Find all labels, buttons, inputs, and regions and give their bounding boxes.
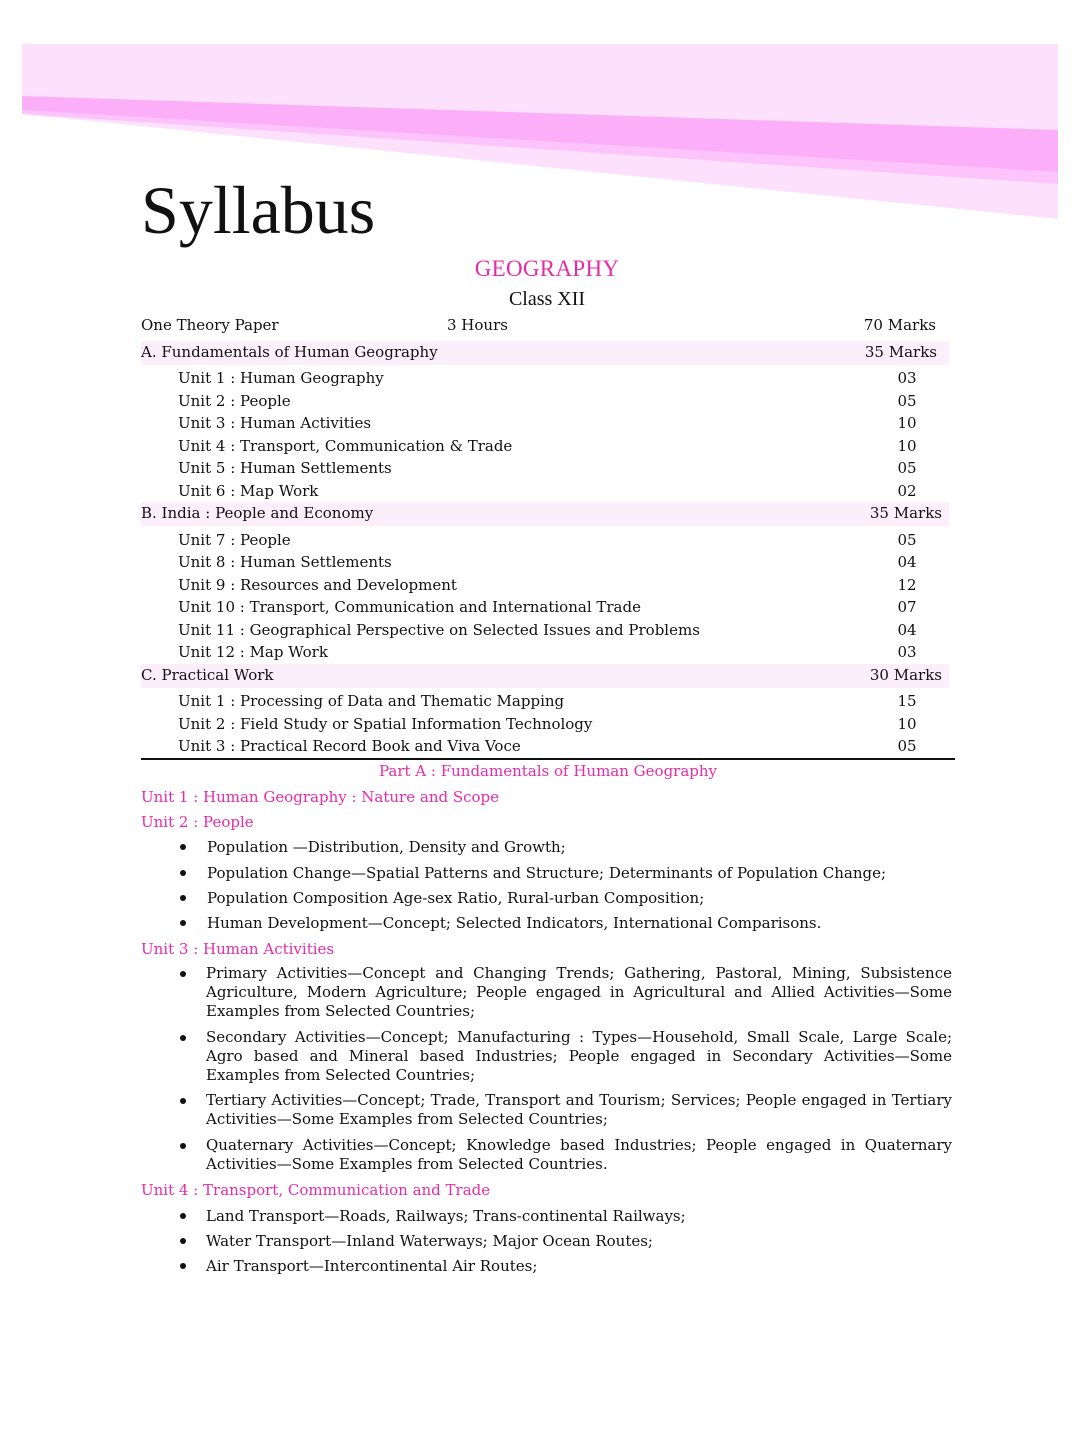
list-item: Population —Distribution, Density and Growth; — [207, 838, 566, 856]
bullet-icon — [180, 844, 186, 850]
unit-name: Unit 10 : Transport, Communication and International Trade — [178, 598, 641, 616]
paper-label: One Theory Paper — [141, 316, 279, 334]
section-heading: C. Practical Work — [141, 666, 274, 684]
unit-marks: 07 — [897, 598, 917, 616]
unit-marks: 05 — [897, 392, 917, 410]
unit-marks: 05 — [897, 737, 917, 755]
unit-name: Unit 1 : Human Geography — [178, 369, 384, 387]
unit-heading: Unit 2 : People — [141, 813, 254, 831]
section-marks: 35 Marks — [869, 504, 942, 522]
unit-marks: 15 — [897, 692, 917, 710]
list-item: Population Change—Spatial Patterns and Structure; Determinants of Population Change; — [207, 864, 887, 882]
subject-heading: GEOGRAPHY — [474, 256, 620, 281]
unit-marks: 04 — [897, 553, 917, 571]
bullet-icon — [180, 1143, 186, 1149]
unit-name: Unit 5 : Human Settlements — [178, 459, 392, 477]
list-item: Population Composition Age-sex Ratio, Rural-urban Composition; — [207, 889, 705, 907]
unit-name: Unit 2 : People — [178, 392, 291, 410]
unit-name: Unit 8 : Human Settlements — [178, 553, 392, 571]
list-item: Human Development—Concept; Selected Indicators, International Comparisons. — [207, 914, 822, 932]
list-item: Primary Activities—Concept and Changing Trends; Gathering, Pastoral, Mining, Subsistence Agriculture, Modern Agriculture; People engaged in Agricultural and Allied Activities—Some Examples from Selected Countries; — [206, 964, 952, 1020]
unit-marks: 04 — [897, 621, 917, 639]
unit-marks: 12 — [897, 576, 917, 594]
unit-heading: Unit 1 : Human Geography : Nature and Scope — [141, 788, 500, 806]
bullet-icon — [180, 971, 186, 977]
bullet-icon — [180, 1098, 186, 1104]
part-a-heading: Part A : Fundamentals of Human Geography — [378, 762, 718, 780]
unit-marks: 05 — [897, 531, 917, 549]
unit-name: Unit 9 : Resources and Development — [178, 576, 457, 594]
unit-name: Unit 3 : Practical Record Book and Viva Voce — [178, 737, 521, 755]
unit-name: Unit 2 : Field Study or Spatial Information Technology — [178, 715, 593, 733]
unit-marks: 10 — [897, 715, 917, 733]
list-item: Secondary Activities—Concept; Manufacturing : Types—Household, Small Scale, Large Scale; Agro based and Mineral based Industries; People engaged in Secondary Activities—Some Examples from Selected Countries; — [206, 1028, 952, 1084]
section-heading: B. India : People and Economy — [141, 504, 374, 522]
paper-marks: 70 Marks — [863, 316, 936, 334]
section-marks: 35 Marks — [864, 343, 937, 361]
bullet-icon — [180, 1238, 186, 1244]
unit-marks: 03 — [897, 643, 917, 661]
unit-heading: Unit 3 : Human Activities — [141, 940, 335, 958]
unit-marks: 02 — [897, 482, 917, 500]
bullet-icon — [180, 1213, 186, 1219]
unit-name: Unit 6 : Map Work — [178, 482, 319, 500]
page-title: Syllabus — [141, 172, 376, 248]
unit-marks: 10 — [897, 437, 917, 455]
paper-duration: 3 Hours — [447, 316, 508, 334]
unit-name: Unit 1 : Processing of Data and Thematic Mapping — [178, 692, 565, 710]
unit-marks: 03 — [897, 369, 917, 387]
bullet-icon — [180, 920, 186, 926]
unit-marks: 05 — [897, 459, 917, 477]
class-label: Class XII — [508, 288, 586, 310]
unit-marks: 10 — [897, 414, 917, 432]
unit-name: Unit 3 : Human Activities — [178, 414, 372, 432]
unit-name: Unit 4 : Transport, Communication & Trade — [178, 437, 513, 455]
list-item: Air Transport—Intercontinental Air Routes; — [206, 1257, 538, 1275]
unit-name: Unit 11 : Geographical Perspective on Selected Issues and Problems — [178, 621, 700, 639]
section-marks: 30 Marks — [869, 666, 942, 684]
list-item: Water Transport—Inland Waterways; Major Ocean Routes; — [206, 1232, 653, 1250]
list-item: Quaternary Activities—Concept; Knowledge based Industries; People engaged in Quaternary Activities—Some Examples from Selected Countries. — [206, 1136, 952, 1173]
list-item: Land Transport—Roads, Railways; Trans-continental Railways; — [206, 1207, 686, 1225]
list-item: Tertiary Activities—Concept; Trade, Transport and Tourism; Services; People engaged in Tertiary Activities—Some Examples from Selected Countries; — [206, 1091, 952, 1128]
unit-name: Unit 12 : Map Work — [178, 643, 328, 661]
bullet-icon — [180, 1263, 186, 1269]
bullet-icon — [180, 870, 186, 876]
section-heading: A. Fundamentals of Human Geography — [141, 343, 438, 361]
unit-name: Unit 7 : People — [178, 531, 291, 549]
bullet-icon — [180, 1035, 186, 1041]
bullet-icon — [180, 895, 186, 901]
unit-heading: Unit 4 : Transport, Communication and Trade — [141, 1181, 491, 1199]
